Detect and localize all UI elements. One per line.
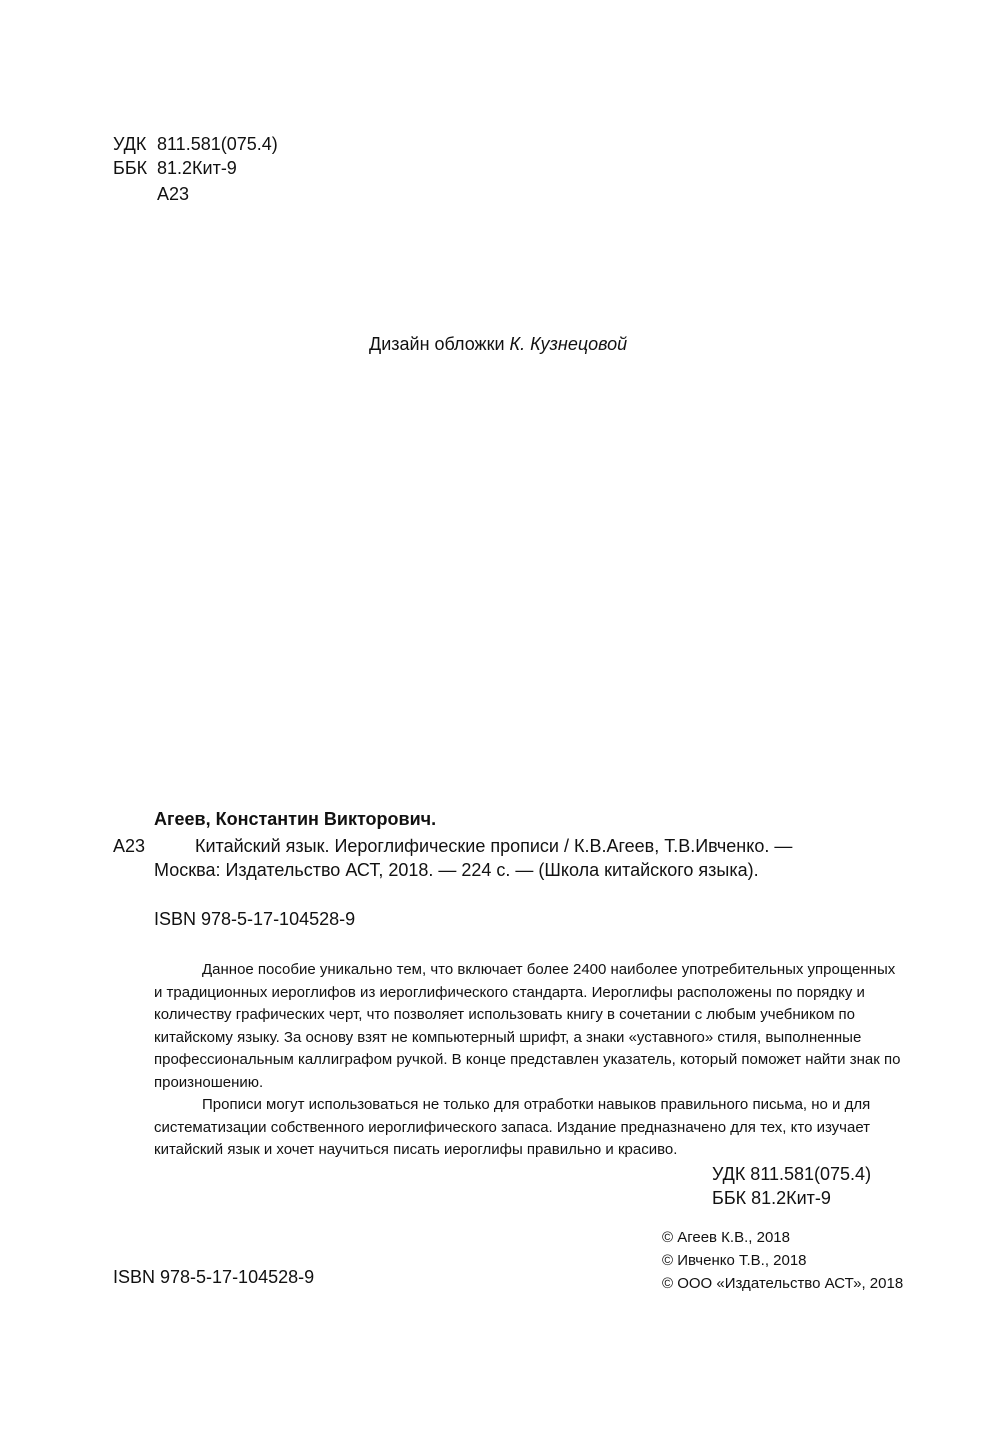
bibliographic-title-line-1: Китайский язык. Иероглифические прописи / К.В.Агеев, Т.В.Ивченко. — <box>195 836 793 856</box>
copyright-line-1: © Агеев К.В., 2018 <box>662 1229 790 1246</box>
cover-design-credit <box>369 332 627 356</box>
classification-codes-top <box>113 132 278 180</box>
author-sign-top: А23 <box>157 184 190 204</box>
copyright-line-2: © Ивченко Т.В., 2018 <box>662 1252 807 1269</box>
cover-design-prefix: Дизайн обложки <box>369 334 505 354</box>
udk-row <box>113 132 278 156</box>
udk-label: УДК <box>113 134 147 154</box>
udk-bottom: УДК 811.581(075.4) <box>712 1164 872 1184</box>
copyright-line-3: © ООО «Издательство АСТ», 2018 <box>662 1275 904 1292</box>
classification-codes-bottom <box>712 1162 871 1210</box>
bbk-row <box>113 156 278 180</box>
annotation <box>154 959 904 1162</box>
author-heading: Агеев, Константин Викторович. <box>154 809 437 829</box>
copyright-block <box>662 1226 903 1295</box>
bibliographic-title-line-2: Москва: Издательство АСТ, 2018. — 224 с. — (Школа китайского языка). <box>154 860 759 880</box>
cover-designer-name: К. Кузнецовой <box>509 334 628 354</box>
bbk-bottom: ББК 81.2Кит-9 <box>712 1188 831 1208</box>
isbn-bottom: ISBN 978-5-17-104528-9 <box>113 1267 315 1287</box>
annotation-paragraph-1: Данное пособие уникально тем, что включает более 2400 наиболее употребительных упрощенных и традиционных иероглифов из иероглифического стандарта. Иероглифы расположены по порядку и количеству графических черт, что позволяет использовать книгу в сочетании с любым учебником по китайскому языку. За основу взят не компьютерный шрифт, а знаки «уставного» стиля, выполненные профессиональным каллиграфом ручкой. В конце представлен указатель, который поможет найти знак по произношению. <box>154 961 901 1091</box>
isbn-record: ISBN 978-5-17-104528-9 <box>154 909 356 929</box>
bbk-label: ББК <box>113 158 148 178</box>
udk-value: 811.581(075.4) <box>157 134 278 154</box>
annotation-paragraph-2: Прописи могут использоваться не только для отработки навыков правильного письма, но и для систематизации собственного иероглифического запаса. Издание предназначено для тех, кто изучает китайский язык и хочет научиться писать иероглифы правильно и красиво. <box>154 1096 871 1158</box>
author-sign: А23 <box>113 836 146 856</box>
bbk-value: 81.2Кит-9 <box>157 158 237 178</box>
